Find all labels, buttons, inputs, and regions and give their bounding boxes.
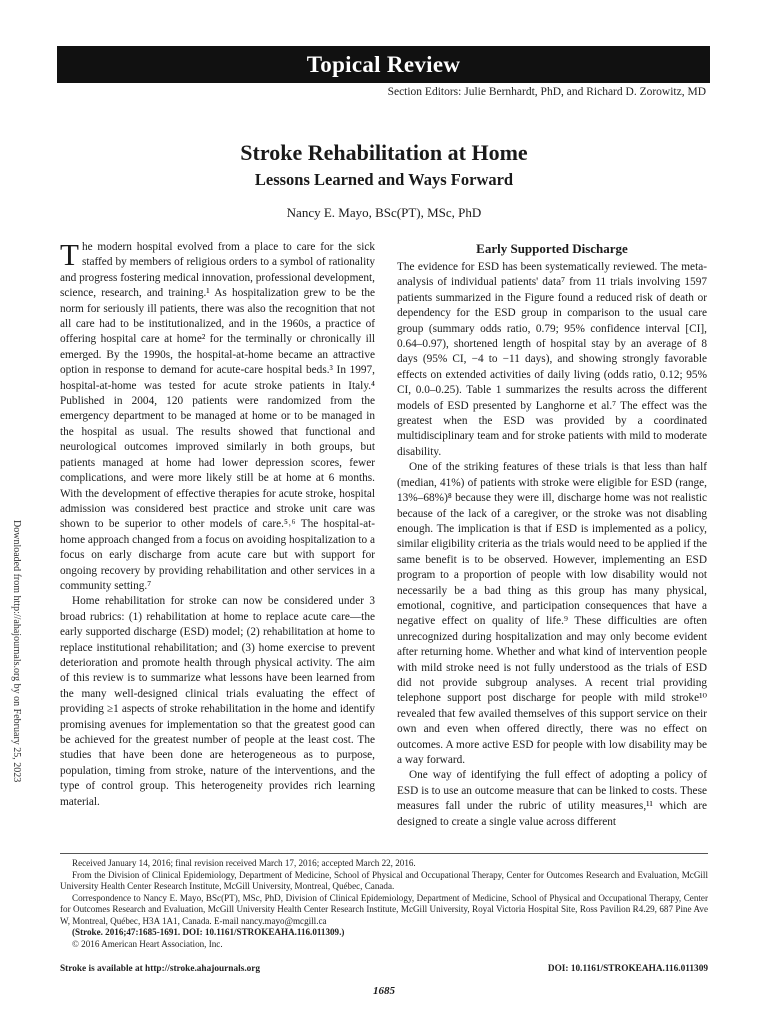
page-number: 1685 — [373, 985, 395, 997]
footer — [60, 964, 708, 974]
affiliation-note: From the Division of Clinical Epidemiology, Department of Medicine, School of Physical and Occupational Therapy, Center for Outcomes Research and Evaluation, McGill University Health Center Research Institute, McGill University, Montreal, Québec, Canada. — [60, 869, 708, 891]
intro-paragraph — [60, 237, 375, 594]
footnotes — [60, 858, 708, 950]
body-paragraph: Home rehabilitation for stroke can now be considered under 3 broad rubrics: (1) rehabilitation at home to replace acute care—the early supported discharge (ESD) model; (2) rehabilitation at home to replace institutional rehabilitation; and (3) home exercise to prevent deterioration and promote health through physical activity. The aim of this review is to summarize what lessons have been learned from the many well-designed clinical trials evaluating the effect of providing ≥1 aspects of stroke rehabilitation in the home and identify promising avenues for implementation so that the greatest good can be achieved for the greatest number of people at the least cost. The studies that have been done are heterogeneous as to purpose, population, timing from stroke, nature of the interventions, and the type of control group. This heterogeneity provides rich learning material. — [60, 595, 375, 808]
download-note: Downloaded from http://ahajournals.org by on February 25, 2023 — [11, 520, 22, 783]
drop-cap: T — [60, 237, 79, 272]
body-paragraph: The evidence for ESD has been systematically reviewed. The meta-analysis of individual patients' data⁷ from 11 trials involving 1597 patients summarized in the Figure found a reduced risk of death or dependency for the ESD group in comparison to the usual care group (summary odds ratio, 0.79; 95% confidence interval [CI], 0.64–0.97), shortened length of hospital stay by an average of 8 days (95% CI, −4 to −11 days), and showing strongly favorable effects on extended activities of daily living (odds ratio, 0.12; 95% CI, 0.0–0.25). Table 1 summarizes the results across the different models of ESD presented by Langhorne et al.⁷ The effect was the greatest when the ESD was provided by a coordinated multidisciplinary team and for stroke patients with mild to moderate disability. — [397, 261, 707, 458]
body-paragraph: One of the striking features of these trials is that less than half (median, 41%) of patients with stroke were eligible for ESD (range, 13%–68%)⁸ because they were ill, discharge home was not realistic because of the lack of a caregiver, or the stroke was not disabling enough. The implication is that if ESD is implemented as a policy, similar eligibility criteria as the trials would need to be applied if the same benefit is to be observed. However, implementing an ESD program to a proportion of people with low disability would not necessarily be a bad thing as this group has many physical, emotional, cognitive, and participation consequences that have a negative effect on quality of life.⁹ These difficulties are often unrecognized during hospitalization and may only become evident after returning home. Whether and what kind of intervention people with mild stroke need is not fully understood as the trials of ESD did not provide subgroup analyses. A recent trial providing telephone support post discharge for people with mild stroke¹⁰ revealed that few availed themselves of this support service on their own and even when offered directly, there was no effect on outcomes. A more active ESD for people with low disability may be a way forward. — [397, 461, 707, 766]
citation-line: (Stroke. 2016;47:1685-1691. DOI: 10.1161/STROKEAHA.116.011309.) — [72, 927, 345, 937]
correspondence-note: Correspondence to Nancy E. Mayo, BSc(PT), MSc, PhD, Division of Clinical Epidemiology, Department of Medicine, School of Physical and Occupational Therapy, Center for Outcomes Research and Evaluation, McGill University Health Center Research Institute, McGill University, Royal Victoria Hospital Site, Ross Pavilion R4.29, 687 Pine Ave W, Montreal, Québec, H3A 1A1, Canada. E-mail nancy.mayo@mcgill.ca — [60, 892, 708, 926]
section-editors: Section Editors: Julie Bernhardt, PhD, and Richard D. Zorowitz, MD — [387, 86, 706, 98]
body-paragraph: One way of identifying the full effect of adopting a policy of ESD is to use an outcome measure that can be linked to costs. These measures fall under the rubric of utility measures,¹¹ which are designed to create a single value across different — [397, 769, 707, 828]
article-subtitle: Lessons Learned and Ways Forward — [254, 170, 514, 189]
download-watermark — [11, 520, 42, 1000]
journal-link[interactable]: Stroke is available at http://stroke.ahajournals.org — [60, 964, 261, 974]
right-column — [397, 240, 707, 830]
left-column — [60, 237, 375, 810]
copyright-line: © 2016 American Heart Association, Inc. — [72, 938, 223, 949]
section-heading: Early Supported Discharge — [476, 241, 628, 256]
received-dates: Received January 14, 2016; final revision received March 17, 2016; accepted March 22, 2016. — [72, 858, 416, 868]
footnote-divider — [60, 853, 708, 854]
banner-title: Topical Review — [306, 51, 461, 77]
author-line: Nancy E. Mayo, BSc(PT), MSc, PhD — [286, 205, 482, 220]
doi-text: DOI: 10.1161/STROKEAHA.116.011309 — [547, 964, 708, 974]
intro-text: he modern hospital evolved from a place to care for the sick staffed by members of religious orders to a symbol of rationality and progress fostering medical innovation, professional development, science, research, and training.¹ As hospitalization grew to be the norm for seriously ill patients, there was also the recognition that not all care had to be institutionalized, and in the 1960s, a practice of offering hospital care at home² for the terminally or chronically ill emerged. By the 1990s, the hospital-at-home became an attractive option in response to demand for acute-care hospital beds.³ In 1997, hospital-at-home was tested for acute stroke patients in Italy.⁴ Published in 2004, 120 patients were randomized from the emergency department to be managed at home or to be managed in the hospital as usual. The results showed that functional and neurological outcomes improved similarly in both groups, but patients managed at home had lower depression scores, fewer complications, and were more likely still be at home at 6 months. With the development of effective therapies for acute stroke, hospital admission was considered best practice and stroke unit care was shown to be superior to other models of care.⁵˒⁶ The hospital-at-home approach changed from a focus on avoiding hospitalization to a focus on early discharge from acute care but with support for ongoing recovery by providing rehabilitation and other services in a community setting.⁷ — [60, 241, 375, 592]
section-banner — [57, 46, 710, 83]
article-title: Stroke Rehabilitation at Home — [240, 140, 528, 165]
